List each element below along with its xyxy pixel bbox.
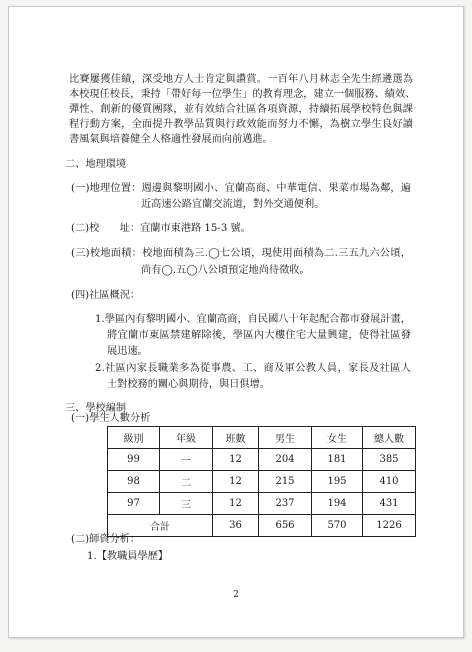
- cell: 237: [259, 493, 312, 515]
- cell: 12: [213, 493, 259, 515]
- cell: 410: [363, 471, 416, 493]
- section-heading-geography: 二、地理環境: [65, 159, 127, 170]
- col-header: 年級: [160, 427, 213, 449]
- table-row: [108, 471, 416, 493]
- total-girls: 570: [312, 515, 363, 537]
- community-item-2-line-2: 士對校務的關心與期待，與日俱增。: [107, 379, 270, 390]
- col-header: 級別: [108, 427, 160, 449]
- cell: 195: [312, 471, 363, 493]
- teachers-subheading: 1.【教職員學歷】: [87, 551, 169, 562]
- cell: 一: [160, 449, 213, 471]
- location-line-1: (一)地理位置：週邊與黎明國小、宜蘭高商、中華電信、果菜市場為鄰，遍: [71, 183, 411, 194]
- paragraph-line-2: 本校現任校長，秉持「帶好每一位學生」的教育理念，建立一個服務、績效、: [69, 89, 416, 100]
- community-heading: (四)社區概況：: [71, 290, 141, 301]
- community-item-1-line-1: 1.學區內有黎明國小、宜蘭高商，自民國八十年起配合都市發展計畫，: [95, 314, 411, 325]
- cell: 97: [108, 493, 160, 515]
- paragraph-line-3: 彈性、創新的優質團隊，並有效結合社區各項資源，持續拓展學校特色與課: [69, 104, 413, 115]
- address-line: (二)校 址：宜蘭市東港路 15-3 號。: [71, 223, 251, 234]
- total-boys: 656: [259, 515, 312, 537]
- cell: 99: [108, 449, 160, 471]
- cell: 385: [363, 449, 416, 471]
- table-total-row: [108, 515, 416, 537]
- location-line-2: 近高速公路宜蘭交流道，對外交通便利。: [141, 199, 325, 210]
- col-header: 總人數: [363, 427, 416, 449]
- section-heading-school: 三、學校編制: [65, 403, 127, 414]
- community-item-1-line-3: 展迅速。: [107, 346, 148, 357]
- cell: 204: [259, 449, 312, 471]
- total-label: 合計: [108, 515, 213, 537]
- paragraph-line-1: 比賽屢獲佳績，深受地方人士肯定與讚賞。一百年八月林志全先生經遴選為: [69, 74, 413, 85]
- area-line-1: (三)校地面積：校地面積為三.◯七公頃，現使用面積為二.三五九六公頃，: [71, 248, 411, 259]
- cell: 431: [363, 493, 416, 515]
- cell: 二: [160, 471, 213, 493]
- community-item-2-line-1: 2.社區內家長職業多為從事農、工、商及軍公教人員，家長及社區人: [95, 363, 411, 374]
- teachers-heading: (二)師資分析：: [71, 534, 141, 545]
- col-header: 男生: [259, 427, 312, 449]
- cell: 98: [108, 471, 160, 493]
- table-row: [108, 493, 416, 515]
- community-item-1-line-2: 將宜蘭市東區禁建解除後，學區內大樓住宅大量興建，使得社區發: [107, 330, 411, 341]
- document-page: [8, 6, 464, 638]
- students-heading: (一)學生人數分析: [71, 413, 151, 424]
- cell: 12: [213, 471, 259, 493]
- cell: 12: [213, 449, 259, 471]
- table-header-row: [108, 427, 416, 449]
- paragraph-line-5: 書風氣與培養健全人格適性發展而向前邁進。: [69, 134, 273, 145]
- table-row: [108, 449, 416, 471]
- total-all: 1226: [363, 515, 416, 537]
- col-header: 女生: [312, 427, 363, 449]
- student-stats-table: [107, 426, 416, 537]
- cell: 215: [259, 471, 312, 493]
- page-number: 2: [233, 590, 239, 600]
- total-classes: 36: [213, 515, 259, 537]
- area-line-2: 尚有◯.五◯八公頃預定地尚待徵收。: [141, 265, 310, 276]
- cell: 181: [312, 449, 363, 471]
- cell: 194: [312, 493, 363, 515]
- paragraph-line-4: 程行動方案，全面提升教學品質與行政效能而努力不懈，為樹立學生良好讀: [69, 119, 413, 130]
- col-header: 班數: [213, 427, 259, 449]
- cell: 三: [160, 493, 213, 515]
